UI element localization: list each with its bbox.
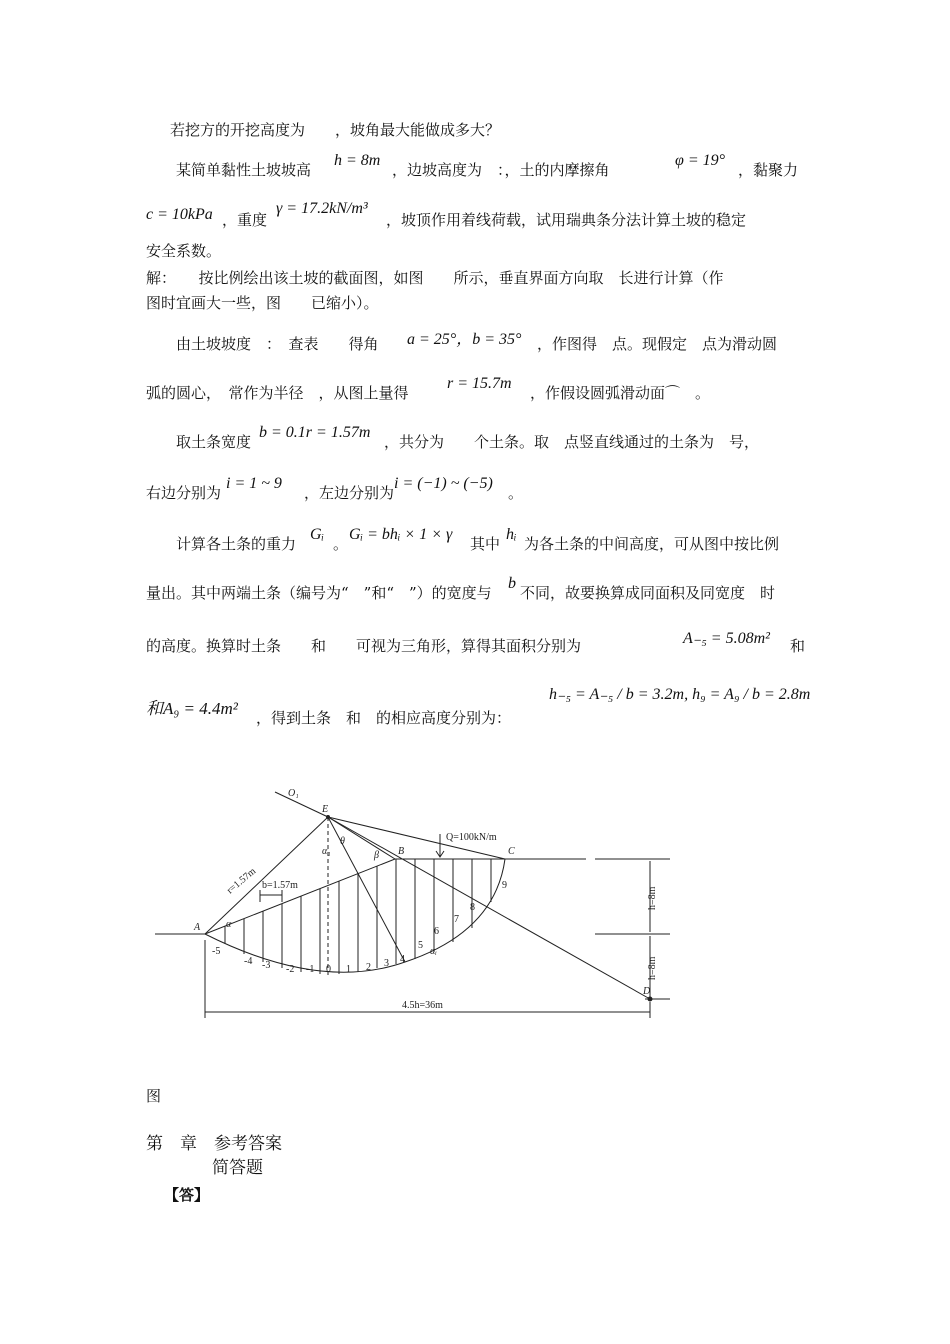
figure-caption: 图 <box>146 1087 162 1105</box>
angle-formula: a = 25°，b = 35° <box>407 331 522 348</box>
label-C: C <box>508 846 515 857</box>
problem-text-3: 安全系数。 <box>146 242 222 260</box>
solution-line-8b: 不同，故要换算成同面积及同宽度 时 <box>520 584 776 602</box>
solution-line-2: 图时宜画大一些，图 已缩小）。 <box>146 294 379 312</box>
phi-formula: φ = 19° <box>675 152 726 169</box>
problem-text-1: 某简单黏性土坡坡高 <box>176 161 312 179</box>
label-O1: O₁ <box>288 788 299 799</box>
label-A: A <box>194 922 201 933</box>
solution-line-3: 由土坡坡度 ： 查表 得角 <box>176 335 379 353</box>
slice-number: -3 <box>262 960 271 971</box>
section-heading: 简答题 <box>212 1158 263 1178</box>
slice-number: 2 <box>366 962 371 973</box>
gamma-formula: γ = 17.2kN/m³ <box>276 200 368 217</box>
solution-line-5: 取土条宽度 <box>176 433 252 451</box>
slice-number: -5 <box>212 946 221 957</box>
solution-line-3b: ，作图得 点。现假定 点为滑动圆 <box>537 335 778 353</box>
solution-line-7b: 其中 <box>470 535 501 553</box>
problem-text-1b: ，边坡高度为 ：，土的内摩擦角 <box>392 161 610 179</box>
solution-line-6b: ，左边分别为 <box>304 484 395 502</box>
solution-line-10: ，得到土条 和 的相应高度分别为： <box>256 709 512 727</box>
slice-number: 3 <box>384 958 389 969</box>
label-alpha-i: αᵢ <box>430 946 437 957</box>
solution-line-9: 的高度。换算时土条 和 可视为三角形，算得其面积分别为 <box>146 637 582 655</box>
gravity-formula: Gᵢ = bhᵢ × 1 × γ <box>349 526 453 543</box>
slice-number: 4 <box>400 954 405 965</box>
solution-line-8: 量出。其中两端土条（编号为“ ”和“ ”）的宽度与 <box>146 584 492 602</box>
solution-line-6: 右边分别为 <box>146 484 222 502</box>
solution-line-5b: ，共分为 个土条。取 点竖直线通过的土条为 号， <box>384 433 760 451</box>
label-total-width: 4.5h=36m <box>402 1000 443 1011</box>
area-formula: A₋₅ = 5.08m² <box>683 630 770 647</box>
question-intro: 若挖方的开挖高度为 ，坡角最大能做成多大？ <box>170 121 501 139</box>
slice-number: -4 <box>244 956 253 967</box>
problem-text-1c: ，黏聚力 <box>738 161 799 179</box>
label-radius: r=1.57m <box>224 865 259 897</box>
label-B: B <box>398 846 405 857</box>
area9-formula: 和A₉ = 4.4m² <box>146 699 238 718</box>
solution-line-7c: 为各土条的中间高度，可从图中按比例 <box>524 535 780 553</box>
slice-number: -1 <box>306 964 315 975</box>
slice-number: -2 <box>286 964 295 975</box>
answer-label: 【答】 <box>164 1186 210 1204</box>
solution-line-1: 解： 按比例绘出该土坡的截面图，如图 所示，垂直界面方向取 长进行计算（作 <box>146 269 724 287</box>
slice-number: 5 <box>418 940 423 951</box>
slice-number: 6 <box>434 926 439 937</box>
solution-line-4b: ，作假设圆弧滑动面⌒ 。 <box>530 384 711 402</box>
width-formula: b = 0.1r = 1.57m <box>259 424 371 441</box>
problem-text-2: ，重度 <box>222 211 268 229</box>
height-formula: h = 8m <box>334 152 381 169</box>
problem-text-2b: ，坡顶作用着线荷载，试用瑞典条分法计算土坡的稳定 <box>386 211 747 229</box>
label-E: E <box>322 804 329 815</box>
chapter-heading: 第 章 参考答案 <box>146 1134 282 1154</box>
solution-line-9b: 和 <box>790 637 806 655</box>
slice-number: 9 <box>502 880 507 891</box>
slice-number: 0 <box>326 964 331 975</box>
right-range-formula: i = 1 ~ 9 <box>226 475 282 492</box>
gi-symbol: Gᵢ <box>310 526 325 543</box>
b-symbol: b <box>508 575 516 592</box>
label-height-lower: h=8m <box>647 956 658 980</box>
label-height-upper: h=8m <box>647 886 658 910</box>
radius-formula: r = 15.7m <box>447 375 512 392</box>
solution-line-7: 计算各土条的重力 <box>176 535 297 553</box>
label-theta: θ <box>340 836 345 847</box>
cohesion-formula: c = 10kPa <box>146 206 213 223</box>
label-slice-width: b=1.57m <box>262 880 298 891</box>
slope-cross-section-figure <box>150 782 690 1022</box>
solution-line-4: 弧的圆心， 常作为半径 ，从图上量得 <box>146 384 409 402</box>
label-alpha: α <box>226 919 232 930</box>
left-range-formula: i = (−1) ~ (−5) <box>394 475 493 492</box>
label-alpha1: α₁ <box>322 846 331 857</box>
slice-number: 7 <box>454 914 459 925</box>
slice-number: 8 <box>470 902 475 913</box>
solution-line-7-dot: 。 <box>333 535 349 553</box>
label-beta: β <box>374 850 379 861</box>
label-D: D <box>643 986 651 997</box>
slice-number: 1 <box>346 964 351 975</box>
solution-line-6c: 。 <box>508 484 524 502</box>
height-conversion-formula: h₋₅ = A₋₅ / b = 3.2m, h₉ = A₉ / b = 2.8m <box>549 686 811 703</box>
label-load: Q=100kN/m <box>446 832 497 843</box>
hi-symbol: hᵢ <box>506 526 517 543</box>
